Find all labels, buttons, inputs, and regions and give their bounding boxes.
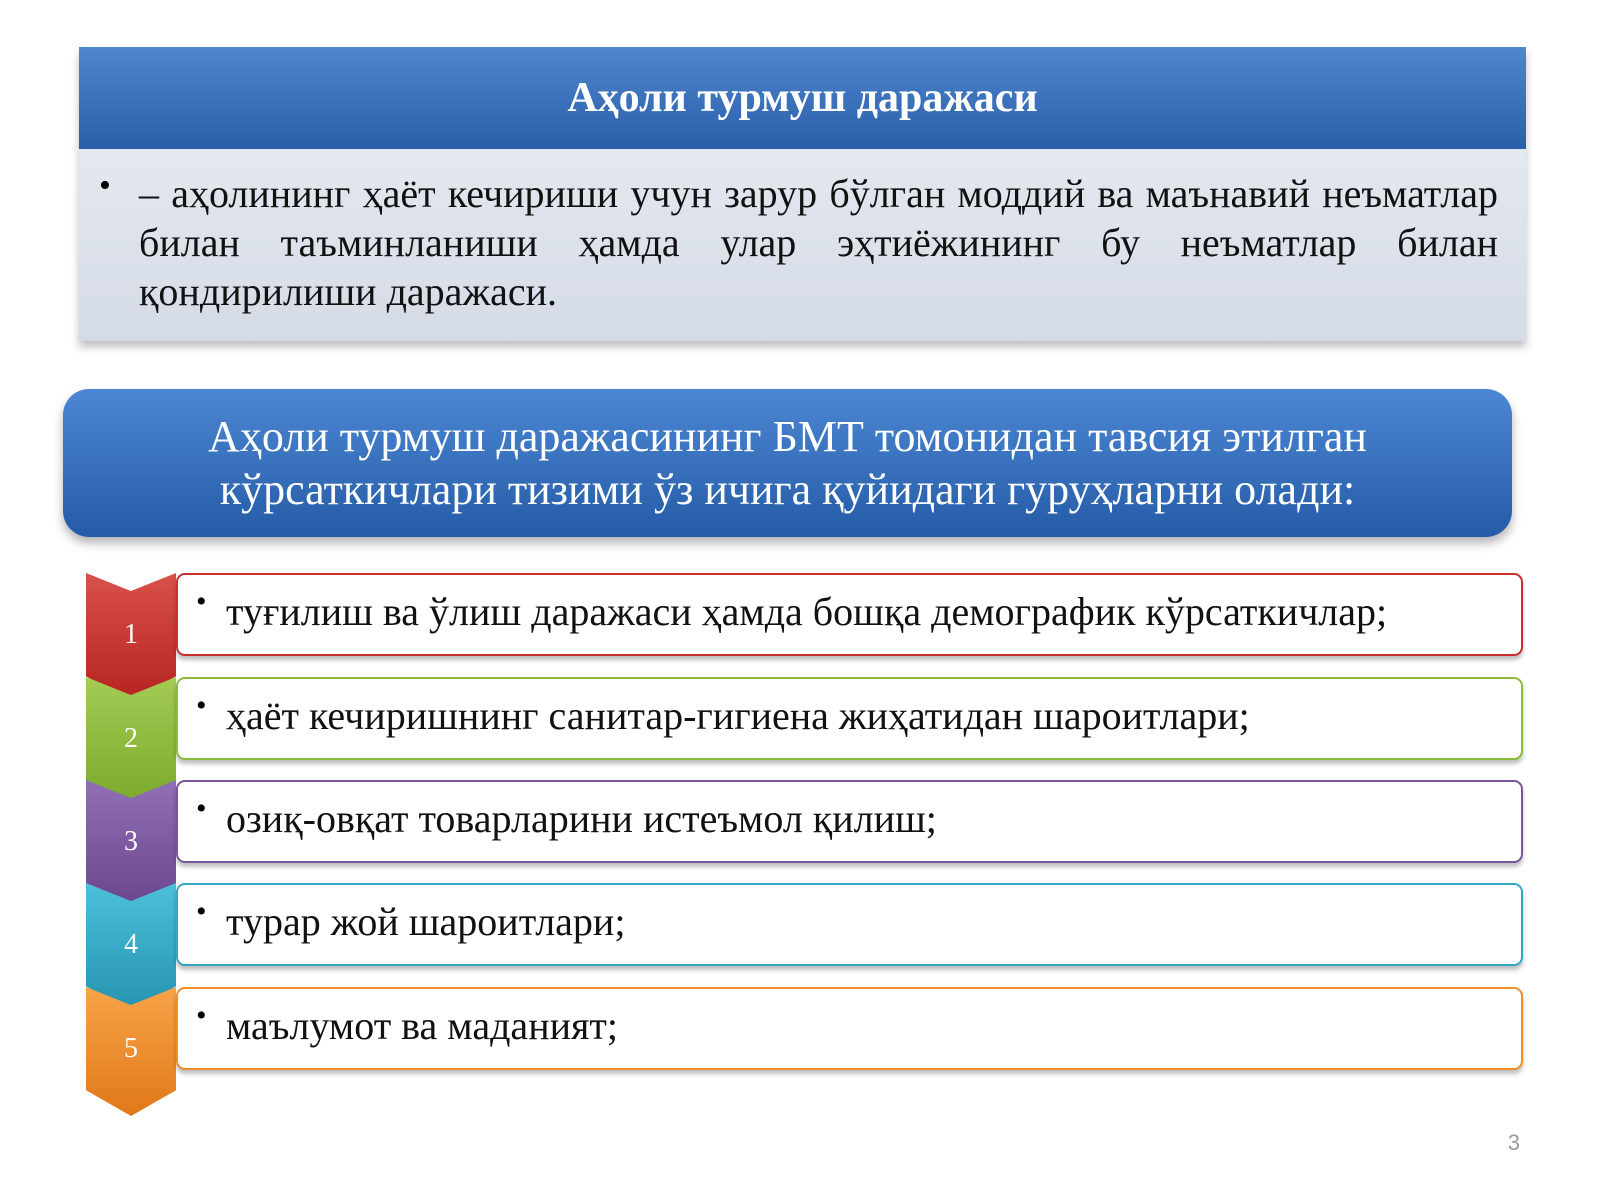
item-number: 2 bbox=[124, 723, 138, 754]
item-text: ҳаёт кечиришнинг санитар-гигиена жиҳатидан шароитлари; bbox=[226, 693, 1250, 738]
bullet-icon: • bbox=[196, 999, 207, 1032]
item-number: 3 bbox=[124, 826, 138, 857]
item-number: 5 bbox=[124, 1033, 138, 1064]
list-item bbox=[0, 987, 1600, 1117]
item-text: озиқ-овқат товарларини истеъмол қилиш; bbox=[226, 796, 937, 841]
definition-block bbox=[79, 47, 1526, 341]
item-number: 1 bbox=[124, 619, 138, 650]
definition-body bbox=[79, 149, 1526, 341]
page-number: 3 bbox=[1507, 1130, 1520, 1155]
item-text: турар жой шароитлари; bbox=[226, 899, 626, 944]
item-text: туғилиш ва ўлиш даражаси ҳамда бошқа демографик кўрсаткичлар; bbox=[226, 589, 1388, 634]
bullet-icon: • bbox=[99, 167, 111, 204]
item-number: 4 bbox=[124, 929, 138, 960]
bullet-icon: • bbox=[196, 585, 207, 618]
definition-title: Аҳоли турмуш даражаси bbox=[79, 47, 1526, 149]
item-text: маълумот ва маданият; bbox=[226, 1003, 618, 1048]
indicator-banner bbox=[63, 389, 1512, 537]
bullet-icon: • bbox=[196, 792, 207, 825]
bullet-icon: • bbox=[196, 895, 207, 928]
banner-text: Аҳоли турмуш даражасининг БМТ томонидан тавсия этилган кўрсаткичлари тизими ўз ичига қуйидаги гуруҳларни олади: bbox=[208, 412, 1367, 514]
definition-text: – аҳолининг ҳаёт кечириши учун зарур бўлган моддий ва маънавий неъматлар билан таъминланиши ҳамда улар эҳтиёжининг бу неъматлар билан қондирилиши даражаси. bbox=[139, 171, 1498, 314]
bullet-icon: • bbox=[196, 689, 207, 722]
